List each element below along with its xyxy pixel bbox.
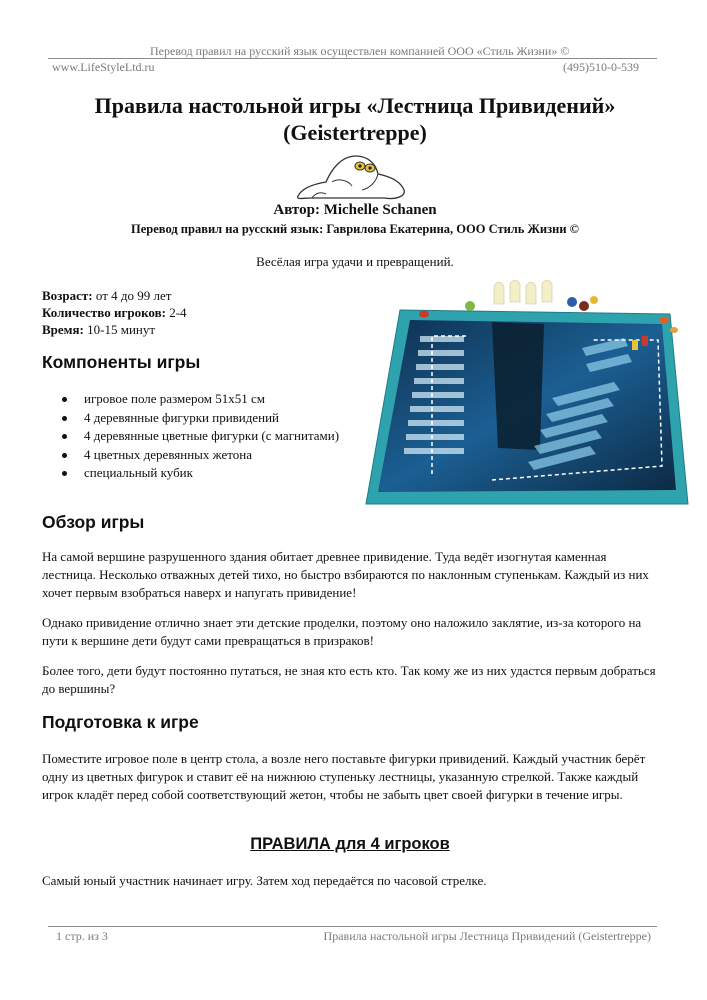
game-board-photo [362, 278, 690, 510]
info-label: Возраст: [42, 288, 93, 303]
page-subtitle: (Geistertreppe) [283, 120, 427, 145]
info-label: Время: [42, 322, 84, 337]
overview-heading: Обзор игры [42, 512, 145, 532]
translator-line: Перевод правил на русский язык: Гаврилова Екатерина, ООО Стиль Жизни © [131, 222, 579, 236]
info-value: от 4 до 99 лет [92, 288, 172, 303]
info-value: 2-4 [165, 305, 187, 320]
header-website: www.LifeStyleLtd.ru [52, 60, 155, 74]
author-line: Автор: Michelle Schanen [273, 202, 437, 218]
setup-paragraph: Поместите игровое поле в центр стола, а возле него поставьте фигурки привидений. Каждый участник берёт одну из цветных фигурок и ставит её на нижнюю ступеньку лестницы, указанную стрелкой. Также каждый игрок кладёт перед собой соответствующий жетон, чтобы не забыть цвет своей фигурки в течение игры. [42, 751, 646, 802]
overview-paragraph-3: Более того, дети будут постоянно путаться, не зная кто есть кто. Так кому же из них удастся первым добраться до вершины? [42, 663, 656, 696]
intro-text: Весёлая игра удачи и превращений. [256, 254, 454, 269]
rules-paragraph: Самый юный участник начинает игру. Затем ход передаётся по часовой стрелке. [42, 873, 487, 888]
overview-paragraph-1: На самой вершине разрушенного здания обитает древнее привидение. Туда ведёт изогнутая каменная лестница. Несколько отважных детей тихо, но быстро взбираются по наклонным ступенькам. Каждый из них хочет первым взобраться наверх и напугать привидение! [42, 549, 649, 600]
header-translation-notice: Перевод правил на русский язык осуществлен компанией ООО «Стиль Жизни» © [150, 44, 570, 58]
list-item: 4 цветных деревянных жетона [62, 446, 339, 465]
info-time [42, 322, 155, 338]
components-heading: Компоненты игры [42, 352, 201, 372]
overview-paragraph-2: Однако привидение отлично знает эти детские проделки, поэтому оно наложило заклятие, из-за которого на пути к вершине дети будут сами превращаться в призраков! [42, 615, 642, 648]
list-item: 4 деревянные цветные фигурки (с магнитами) [62, 427, 339, 446]
header-divider [48, 58, 657, 59]
info-age [42, 288, 171, 304]
rules-heading: ПРАВИЛА для 4 игроков [250, 835, 450, 853]
footer-doc-title: Правила настольной игры Лестница Привидений (Geistertreppe) [323, 929, 651, 943]
info-label: Количество игроков: [42, 305, 166, 320]
info-players [42, 305, 187, 321]
list-item: специальный кубик [62, 464, 339, 483]
page-title: Правила настольной игры «Лестница Привидений» [94, 93, 616, 118]
info-value: 10-15 минут [83, 322, 156, 337]
components-list [62, 390, 339, 483]
ghost-illustration [292, 148, 412, 202]
list-item: игровое поле размером 51x51 см [62, 390, 339, 409]
list-item: 4 деревянные фигурки привидений [62, 409, 339, 428]
header-phone: (495)510-0-539 [563, 60, 639, 74]
footer-divider [48, 926, 657, 927]
footer-page-number: 1 стр. из 3 [56, 929, 108, 943]
setup-heading: Подготовка к игре [42, 712, 199, 732]
